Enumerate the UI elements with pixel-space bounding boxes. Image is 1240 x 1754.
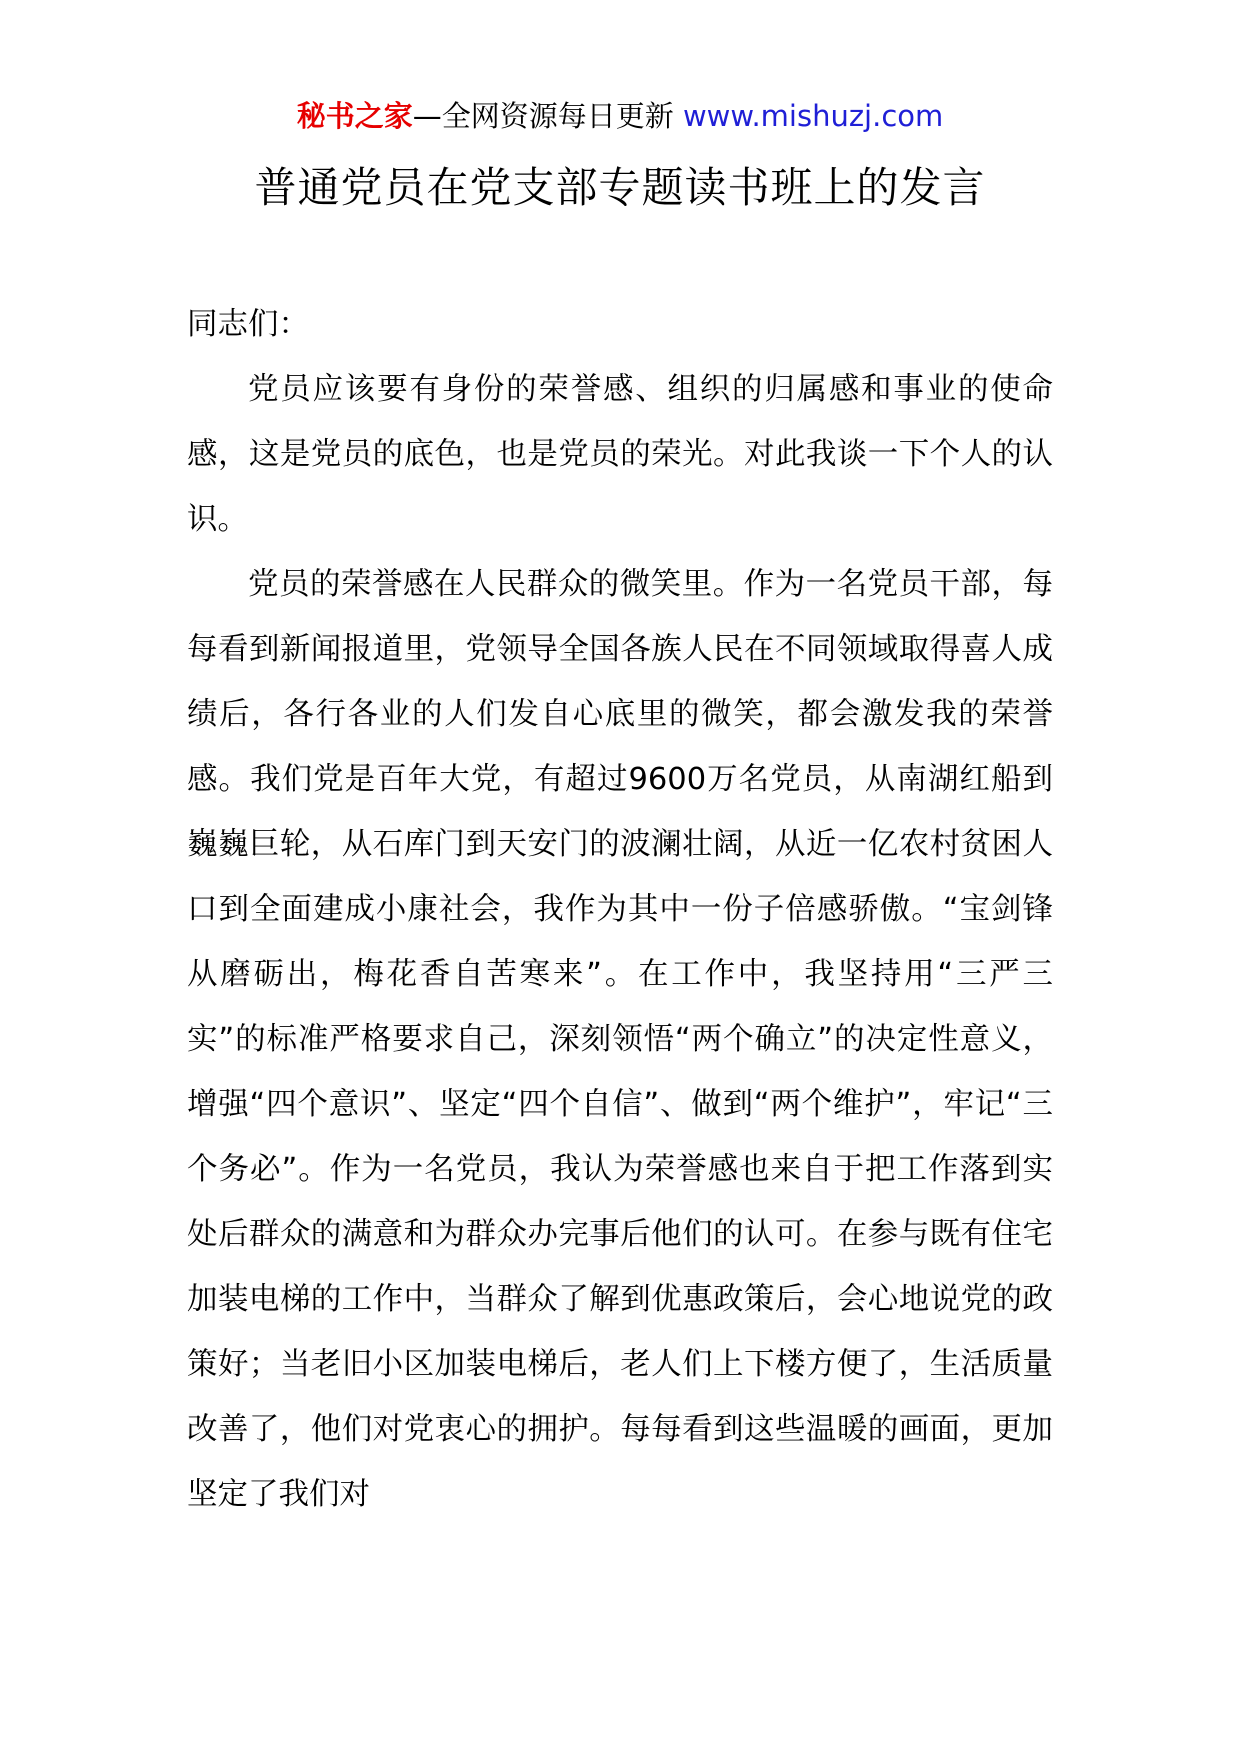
paragraph-1: 党员应该要有身份的荣誉感、组织的归属感和事业的使命感，这是党员的底色，也是党员的荣光。对此我谈一下个人的认识。 — [187, 372, 1053, 537]
header-tagline: —全网资源每日更新 — [412, 99, 683, 133]
salutation: 同志们： — [187, 307, 309, 342]
website-link[interactable]: www.mishuzj.com — [682, 99, 944, 133]
document-body — [187, 292, 1053, 1527]
paragraph-2: 党员的荣誉感在人民群众的微笑里。作为一名党员干部，每每看到新闻报道里，党领导全国各族人民在不同领域取得喜人成绩后，各行各业的人们发自心底里的微笑，都会激发我的荣誉感。我们党是百年大党，有超过9600万名党员，从南湖红船到巍巍巨轮，从石库门到天安门的波澜壮阔，从近一亿农村贫困人口到全面建成小康社会，我作为其中一份子倍感骄傲。“宝剑锋从磨砺出，梅花香自苦寒来”。在工作中，我坚持用“三严三实”的标准严格要求自己，深刻领悟“两个确立”的决定性意义，增强“四个意识”、坚定“四个自信”、做到“两个维护”，牢记“三个务必”。作为一名党员，我认为荣誉感也来自于把工作落到实处后群众的满意和为群众办完事后他们的认可。在参与既有住宅加装电梯的工作中，当群众了解到优惠政策后，会心地说党的政策好；当老旧小区加装电梯后，老人们上下楼方便了，生活质量改善了，他们对党衷心的拥护。每每看到这些温暖的画面，更加坚定了我们对 — [187, 567, 1053, 1512]
brand-name: 秘书之家 — [296, 99, 413, 133]
site-header — [0, 98, 1240, 134]
document-title: 普通党员在党支部专题读书班上的发言 — [254, 163, 986, 212]
